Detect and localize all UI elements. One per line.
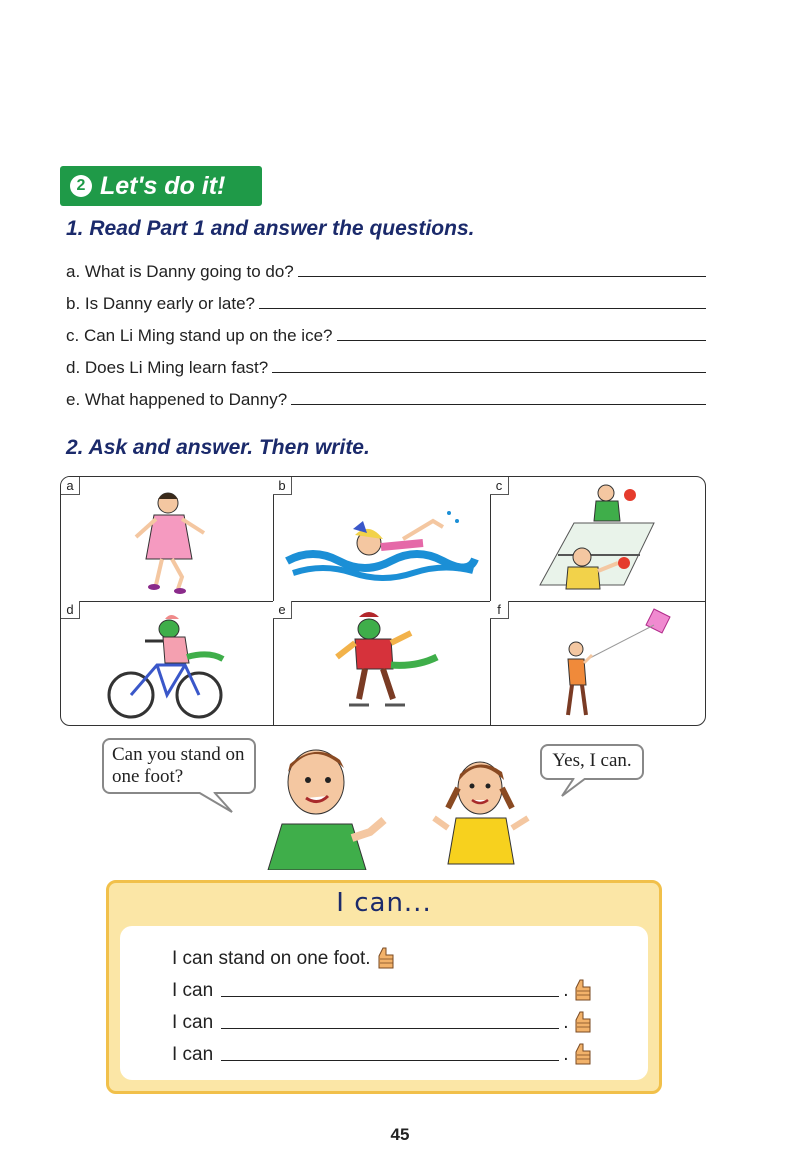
boys-playing-ping-pong-icon bbox=[534, 481, 704, 599]
girl-swimming-icon bbox=[283, 499, 479, 589]
speech-bubble-answer: Yes, I can. bbox=[540, 744, 644, 780]
dinosaur-riding-bike-icon bbox=[105, 607, 229, 721]
section-number: 2 bbox=[70, 175, 92, 197]
cell-label: b bbox=[273, 477, 292, 495]
ican-fill-row bbox=[172, 974, 612, 1002]
cell-label: e bbox=[273, 601, 292, 619]
answer-line[interactable] bbox=[337, 340, 707, 341]
question-text: e. What happened to Danny? bbox=[66, 390, 288, 409]
answer-line[interactable] bbox=[291, 404, 706, 405]
cell-label: d bbox=[61, 601, 80, 619]
boy-icon bbox=[262, 742, 392, 870]
ican-fill-row bbox=[172, 1006, 612, 1034]
girl-standing-on-one-foot-icon bbox=[106, 485, 236, 597]
cell-label: a bbox=[61, 477, 80, 495]
question-text: a. What is Danny going to do? bbox=[66, 262, 294, 281]
thumbs-up-icon bbox=[572, 1008, 594, 1034]
page-number: 45 bbox=[390, 1125, 410, 1144]
thumbs-up-icon bbox=[375, 944, 397, 970]
picture-cell-e bbox=[273, 601, 490, 726]
thumbs-up-icon bbox=[572, 1040, 594, 1066]
part2-heading: 2. Ask and answer. Then write. bbox=[66, 436, 370, 459]
answer-line[interactable] bbox=[298, 276, 706, 277]
question-row bbox=[66, 288, 706, 314]
answer-line[interactable] bbox=[272, 372, 706, 373]
girl-icon bbox=[430, 752, 540, 870]
picture-cell-d bbox=[61, 601, 273, 726]
ican-prefix: I can bbox=[172, 980, 214, 1001]
picture-cell-a bbox=[61, 477, 273, 601]
question-text: b. Is Danny early or late? bbox=[66, 294, 255, 313]
speech-bubble-tail bbox=[196, 792, 236, 816]
child-flying-kite-icon bbox=[550, 603, 680, 723]
picture-cell-c bbox=[490, 477, 706, 601]
ican-fill-row bbox=[172, 1038, 612, 1066]
question-row bbox=[66, 256, 706, 282]
ican-answer-line[interactable] bbox=[221, 996, 559, 997]
question-text: d. Does Li Ming learn fast? bbox=[66, 358, 269, 377]
question-row bbox=[66, 352, 706, 378]
picture-cell-f bbox=[490, 601, 706, 726]
thumbs-up-icon bbox=[572, 976, 594, 1002]
speech-bubble-tail bbox=[560, 778, 590, 798]
section-title: Let's do it! bbox=[100, 171, 226, 200]
ican-example-text: I can stand on one foot. bbox=[172, 948, 371, 969]
ican-period: . bbox=[563, 980, 569, 1001]
part1-heading: 1. Read Part 1 and answer the questions. bbox=[66, 217, 475, 240]
ican-prefix: I can bbox=[172, 1012, 214, 1033]
ican-example-row bbox=[172, 942, 612, 970]
ican-answer-line[interactable] bbox=[221, 1060, 559, 1061]
picture-cell-b bbox=[273, 477, 490, 601]
picture-grid bbox=[60, 476, 706, 726]
question-text: c. Can Li Ming stand up on the ice? bbox=[66, 326, 333, 345]
cell-label: c bbox=[490, 477, 509, 495]
ican-prefix: I can bbox=[172, 1044, 214, 1065]
ican-period: . bbox=[563, 1012, 569, 1033]
ican-answer-line[interactable] bbox=[221, 1028, 559, 1029]
question-row bbox=[66, 384, 706, 410]
section-badge bbox=[60, 166, 262, 206]
ican-period: . bbox=[563, 1044, 569, 1065]
dinosaur-skating-icon bbox=[333, 607, 453, 721]
question-row bbox=[66, 320, 706, 346]
speech-bubble-question: Can you stand on one foot? bbox=[102, 738, 256, 794]
cell-label: f bbox=[490, 601, 509, 619]
ican-title: I can... bbox=[336, 888, 432, 918]
answer-line[interactable] bbox=[259, 308, 706, 309]
